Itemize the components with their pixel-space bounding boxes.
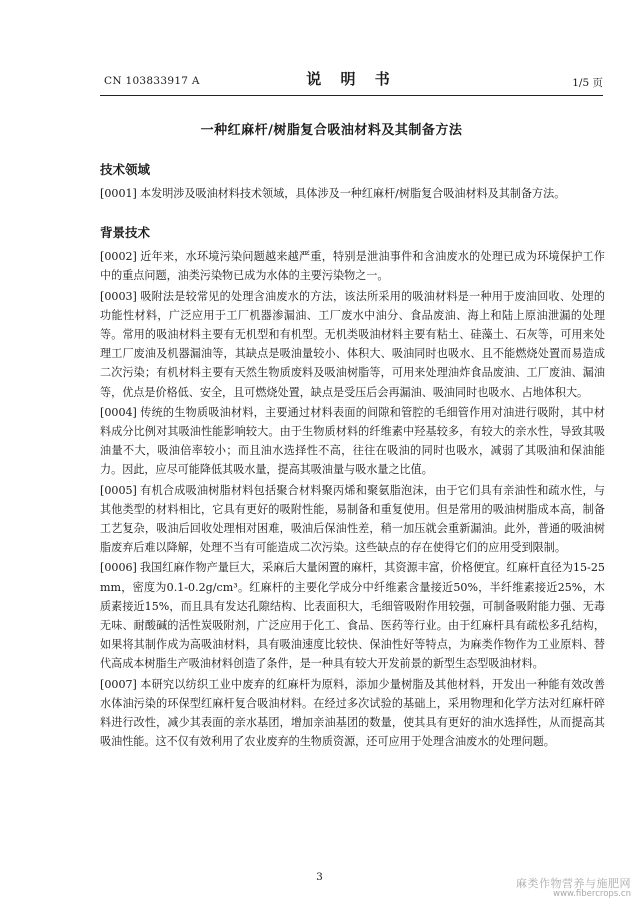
paragraph-text: 吸附法是较常见的处理含油废水的方法，该法所采用的吸油材料是一种用于废油回收、处理的功能性材料，广泛应用于工厂机器渗漏油、工厂废水中油分、食品废油、海上和陆上原油泄漏的处理等。常用的吸油材料主要有无机型和有机型。无机类吸油材料主要有粘土、硅藻土、石灰等，可用来处理工厂废油及机器漏油等，其缺点是吸油量较小、体积大、吸油同时也吸水、且不能燃烧处置而易造成二次污染；有机材料主要有天然生物质废料及吸油树脂等，可用来处理油炸食品废油、工厂废油、漏油等，优点是价格低、安全，且可燃烧处置，缺点是受压后会再漏油、吸油同时也吸水、占地体积大。: [100, 289, 605, 399]
section-title: 说 明 书: [306, 70, 397, 88]
paragraph-text: 本研究以纺织工业中废弃的红麻杆为原料，添加少量树脂及其他材料，开发出一种能有效改善水体油污染的环保型红麻杆复合吸油材料。在经过多次试验的基础上，采用物理和化学方法对红麻杆碎料进行改性，减少其表面的亲水基团，增加亲油基团的数量，使其具有更好的油水选择性，从而提高其吸油性能。这不仅有效利用了农业废弃的生物质资源，还可应用于处理含油废水的处理问题。: [100, 677, 605, 749]
page-number: 3: [316, 871, 323, 883]
paragraph: [100, 184, 605, 203]
paragraph-text: 传统的生物质吸油材料，主要通过材料表面的间隙和管腔的毛细管作用对油进行吸附，其中材料成分比例对其吸油性能影响较大。由于生物质材料的纤维素中羟基较多，有较大的亲水性，导致其吸油量不大，吸油倍率较小；而且油水选择性不高，往往在吸油的同时也吸水，减弱了其吸油和保油能力。因此，应尽可能降低其吸水量，提高其吸油量与吸水量之比值。: [100, 405, 605, 477]
paragraph-number: [0002]: [100, 250, 137, 264]
paragraph: [100, 247, 605, 285]
publication-number: CN 103833917 A: [104, 75, 200, 87]
section-technical-field: [100, 160, 605, 203]
paragraph: [100, 287, 605, 402]
paragraph-text: 本发明涉及吸油材料技术领域，具体涉及一种红麻杆/树脂复合吸油材料及其制备方法。: [140, 187, 566, 200]
paragraph: [100, 403, 605, 480]
section-heading: 技术领域: [100, 162, 151, 177]
paragraph-number: [0005]: [100, 483, 137, 497]
section-background-art: [100, 223, 605, 751]
paragraph-text: 近年来，水环境污染问题越来越严重，特别是泄油事件和含油废水的处理已成为环境保护工作中的重点问题，油类污染物已成为水体的主要污染物之一。: [100, 250, 605, 283]
paragraph-number: [0003]: [100, 289, 137, 303]
watermark: [516, 878, 631, 900]
paragraph: [100, 558, 605, 673]
paragraph-number: [0001]: [100, 187, 137, 200]
paragraph-number: [0006]: [100, 561, 137, 575]
paragraph-number: [0007]: [100, 677, 137, 691]
paragraph-text: 我国红麻作物产量巨大，采麻后大量闲置的麻杆，其资源丰富，价格便宜。红麻杆直径为15-25mm，密度为0.1-0.2g/cm³。红麻杆的主要化学成分中纤维素含量接近50%，半纤维素接近25%，木质素接近15%，而且具有发达孔隙结构、比表面积大，毛细管吸附作用较强，可制备吸附能力强、无毒无味、耐酸碱的活性炭吸附剂，广泛应用于化工、食品、医药等行业。由于红麻杆具有疏松多孔结构，如果将其制作成为高吸油材料，具有吸油速度比较快、保油性好等特点，为麻类作物作为工业原料、替代高成本树脂生产吸油材料创造了条件，是一种具有较大开发前景的新型生态型吸油材料。: [100, 561, 605, 671]
header-rule: [100, 95, 603, 96]
section-heading: 背景技术: [100, 225, 151, 241]
paragraph: [100, 675, 605, 752]
page-indicator: 1/5 页: [572, 77, 603, 89]
page-header: [100, 68, 603, 90]
paragraph-text: 有机合成吸油树脂材料包括聚合材料聚丙烯和聚氨脂泡沫，由于它们具有亲油性和疏水性，与其他类型的材料相比，它具有更好的吸附性能，易制备和重复使用。但是常用的吸油树脂成本高，制备工艺复杂，吸油后回收处理相对困难，吸油后保油性差，稍一加压就会重新漏油。此外，普通的吸油树脂废弃后难以降解，处理不当有可能造成二次污染。这些缺点的存在使得它们的应用受到限制。: [100, 483, 605, 555]
paragraph-number: [0004]: [100, 405, 137, 419]
watermark-title: 麻类作物营养与施肥网: [516, 877, 631, 890]
paragraph: [100, 481, 605, 558]
document-title: 一种红麻杆/树脂复合吸油材料及其制备方法: [200, 123, 463, 138]
document-body: [100, 160, 605, 751]
watermark-url: www.fibercrops.cn: [553, 889, 631, 899]
